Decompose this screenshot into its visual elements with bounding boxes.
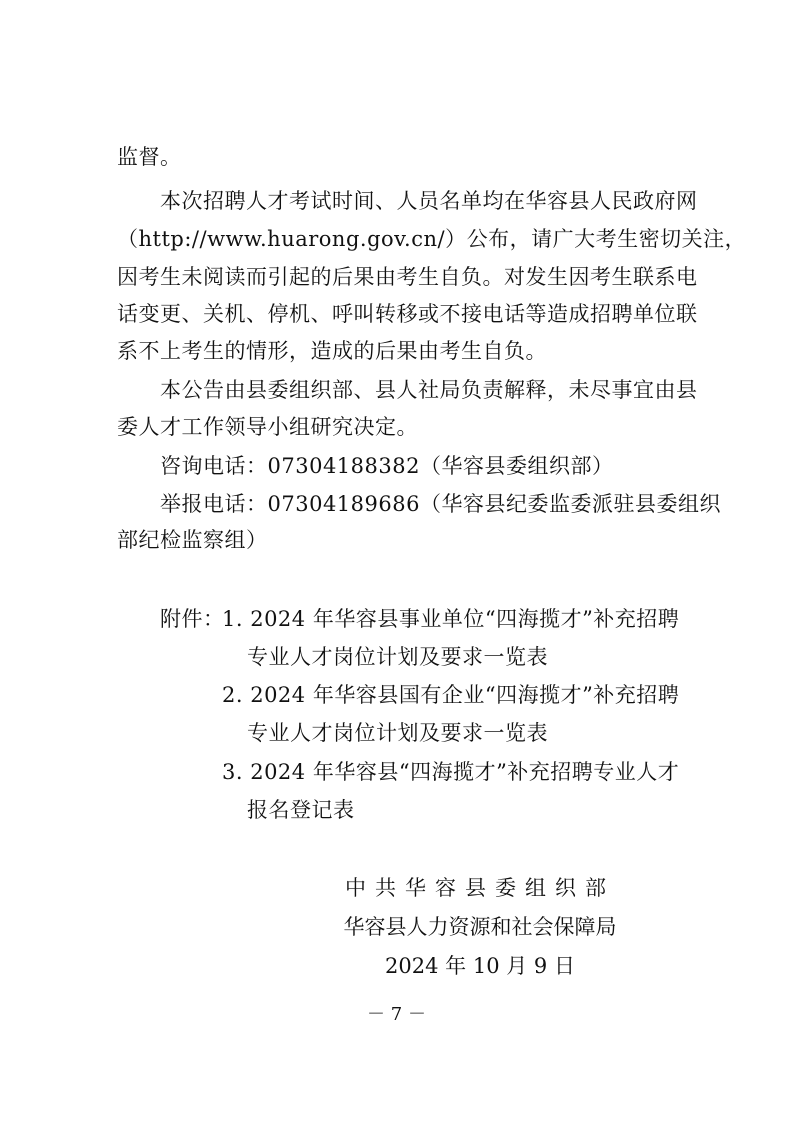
body-line: （http://www.huarong.gov.cn/）公布，请广大考生密切关注， [117, 227, 747, 251]
page-number: － 7 － [367, 1004, 426, 1025]
body-line: 部纪检监察组） [117, 528, 268, 552]
attachment-item-cont: 报名登记表 [247, 798, 355, 822]
signature-org-1: 中共华容县委组织部 [345, 876, 615, 900]
report-phone: 举报电话：07304189686（华容县纪委监委派驻县委组织 [160, 492, 721, 516]
body-line: 本公告由县委组织部、县人社局负责解释，未尽事宜由县 [160, 378, 698, 402]
body-line: 因考生未阅读而引起的后果由考生自负。对发生因考生联系电 [117, 265, 698, 289]
body-line: 话变更、关机、停机、呼叫转移或不接电话等造成招聘单位联 [117, 302, 698, 326]
signature-org-2: 华容县人力资源和社会保障局 [343, 915, 617, 939]
body-line: 本次招聘人才考试时间、人员名单均在华容县人民政府网 [160, 189, 698, 213]
attachment-item: 1. 2024 年华容县事业单位“四海揽才”补充招聘 [222, 607, 680, 631]
contact-phone: 咨询电话：07304188382（华容县委组织部） [160, 454, 614, 478]
attachment-item-cont: 专业人才岗位计划及要求一览表 [247, 721, 548, 745]
body-line: 委人才工作领导小组研究决定。 [117, 415, 418, 439]
attachments-label: 附件： [160, 607, 225, 631]
attachment-item: 2. 2024 年华容县国有企业“四海揽才”补充招聘 [222, 683, 680, 707]
signature-date: 2024 年 10 月 9 日 [385, 954, 575, 978]
attachment-item-cont: 专业人才岗位计划及要求一览表 [247, 645, 548, 669]
attachment-item: 3. 2024 年华容县“四海揽才”补充招聘专业人才 [222, 760, 680, 784]
body-line: 监督。 [117, 145, 182, 169]
body-line: 系不上考生的情形，造成的后果由考生自负。 [117, 339, 547, 363]
